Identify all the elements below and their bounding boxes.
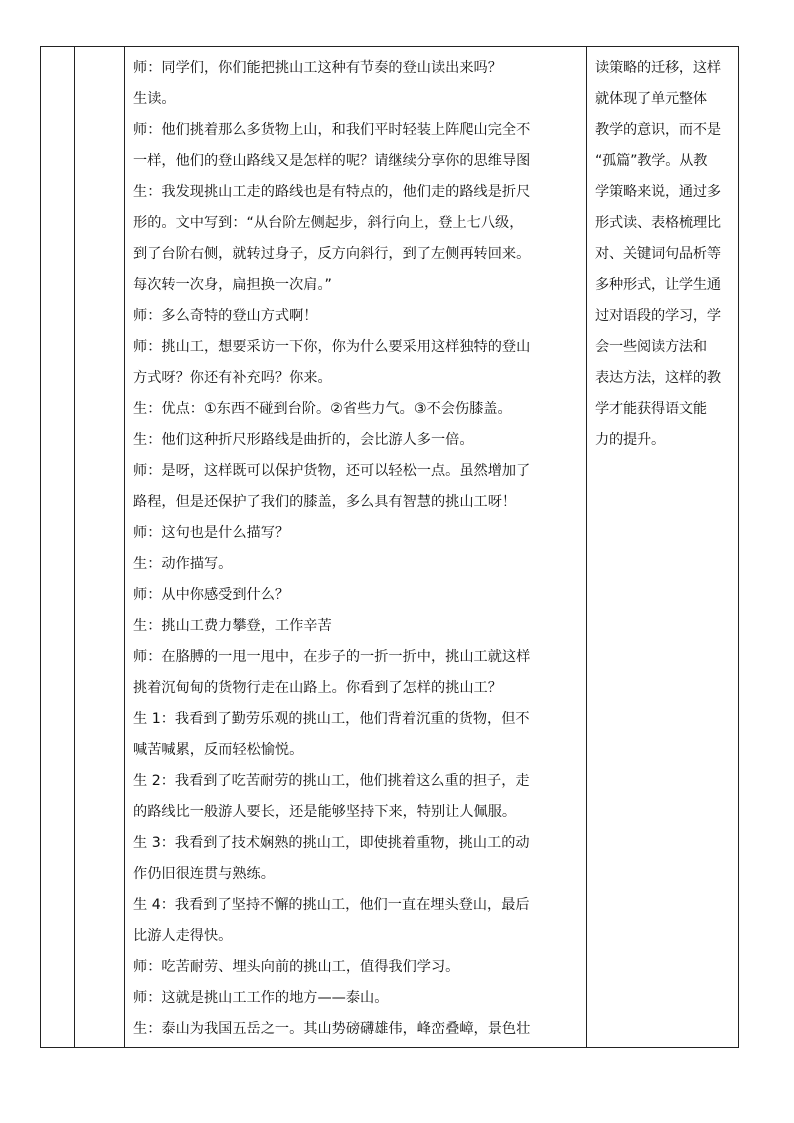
note-line: 学才能获得语文能 xyxy=(595,401,707,417)
dialogue-line: 比游人走得快。 xyxy=(133,928,233,944)
dialogue-line: 生 2：我看到了吃苦耐劳的挑山工，他们挑着这么重的担子，走 xyxy=(133,773,530,789)
note-line: 形式读、表格梳理比 xyxy=(595,215,721,231)
design-intent-cell xyxy=(587,47,739,1048)
dialogue-line: 挑着沉甸甸的货物行走在山路上。你看到了怎样的挑山工？ xyxy=(133,680,502,696)
note-line: 会一些阅读方法和 xyxy=(595,339,707,355)
dialogue-line: 生 4：我看到了坚持不懈的挑山工，他们一直在埋头登山，最后 xyxy=(133,897,530,913)
note-line: 对、关键词句品析等 xyxy=(595,246,721,262)
dialogue-line: 到了台阶右侧，就转过身子，反方向斜行，到了左侧再转回来。 xyxy=(133,246,531,262)
dialogue-line: 生：优点：①东西不碰到台阶。②省些力气。③不会伤膝盖。 xyxy=(133,401,512,417)
note-line: 就体现了单元整体 xyxy=(595,91,707,107)
dialogue-line: 师：从中你感受到什么？ xyxy=(133,587,290,603)
note-line: 读策略的迁移，这样 xyxy=(595,60,721,76)
dialogue-line: 生读。 xyxy=(133,91,176,107)
note-line: 学策略来说，通过多 xyxy=(595,184,721,200)
dialogue-line: 生：动作描写。 xyxy=(133,556,233,572)
dialogue-line: 师：挑山工，想要采访一下你，你为什么要采用这样独特的登山 xyxy=(133,339,531,355)
dialogue-line: 路程，但是还保护了我们的膝盖，多么具有智慧的挑山工呀！ xyxy=(133,494,517,510)
table-row xyxy=(41,47,739,1048)
lesson-plan-table xyxy=(40,46,739,1048)
dialogue-line: 师：在胳膊的一甩一甩中，在步子的一折一折中，挑山工就这样 xyxy=(133,649,531,665)
dialogue-line: 生 1：我看到了勤劳乐观的挑山工，他们背着沉重的货物，但不 xyxy=(133,711,530,727)
empty-column-1 xyxy=(41,47,75,1048)
dialogue-line: 的路线比一般游人要长，还是能够坚持下来，特别让人佩服。 xyxy=(133,804,517,820)
dialogue-line: 生：他们这种折尺形路线是曲折的，会比游人多一倍。 xyxy=(133,432,474,448)
dialogue-line: 生：我发现挑山工走的路线也是有特点的，他们走的路线是折尺 xyxy=(133,184,531,200)
dialogue-line: 方式呀？你还有补充吗？你来。 xyxy=(133,370,332,386)
note-line: “孤篇”教学。从教 xyxy=(595,153,708,169)
note-line: 教学的意识，而不是 xyxy=(595,122,721,138)
dialogue-line: 生：泰山为我国五岳之一。其山势磅礴雄伟，峰峦叠嶂，景色壮 xyxy=(133,1021,531,1037)
dialogue-line: 师：他们挑着那么多货物上山，和我们平时轻装上阵爬山完全不 xyxy=(133,122,531,138)
dialogue-line: 生：挑山工费力攀登，工作辛苦 xyxy=(133,618,332,634)
dialogue-line: 师：是呀，这样既可以保护货物，还可以轻松一点。虽然增加了 xyxy=(133,463,531,479)
teaching-process-cell xyxy=(125,47,587,1048)
design-intent-text xyxy=(595,53,734,456)
note-line: 力的提升。 xyxy=(595,432,665,448)
note-line: 过对语段的学习，学 xyxy=(595,308,721,324)
dialogue-line: 师：同学们，你们能把挑山工这种有节奏的登山读出来吗？ xyxy=(133,60,502,76)
dialogue-line: 喊苦喊累，反而轻松愉悦。 xyxy=(133,742,304,758)
dialogue-line: 形的。文中写到：“从台阶左侧起步，斜行向上，登上七八级， xyxy=(133,215,524,231)
dialogue-line: 师：吃苦耐劳、埋头向前的挑山工，值得我们学习。 xyxy=(133,959,460,975)
empty-column-2 xyxy=(75,47,125,1048)
dialogue-line: 师：这就是挑山工工作的地方——泰山。 xyxy=(133,990,389,1006)
dialogue-line: 师：多么奇特的登山方式啊！ xyxy=(133,308,318,324)
dialogue-line: 每次转一次身，扁担换一次肩。” xyxy=(133,277,332,293)
note-line: 多种形式，让学生通 xyxy=(595,277,721,293)
dialogue-line: 师：这句也是什么描写？ xyxy=(133,525,290,541)
dialogue-line: 生 3：我看到了技术娴熟的挑山工，即使挑着重物，挑山工的动 xyxy=(133,835,530,851)
teaching-process-text xyxy=(133,53,580,1045)
dialogue-line: 作仍旧很连贯与熟练。 xyxy=(133,866,275,882)
note-line: 表达方法，这样的教 xyxy=(595,370,721,386)
dialogue-line: 一样，他们的登山路线又是怎样的呢？请继续分享你的思维导图 xyxy=(133,153,531,169)
